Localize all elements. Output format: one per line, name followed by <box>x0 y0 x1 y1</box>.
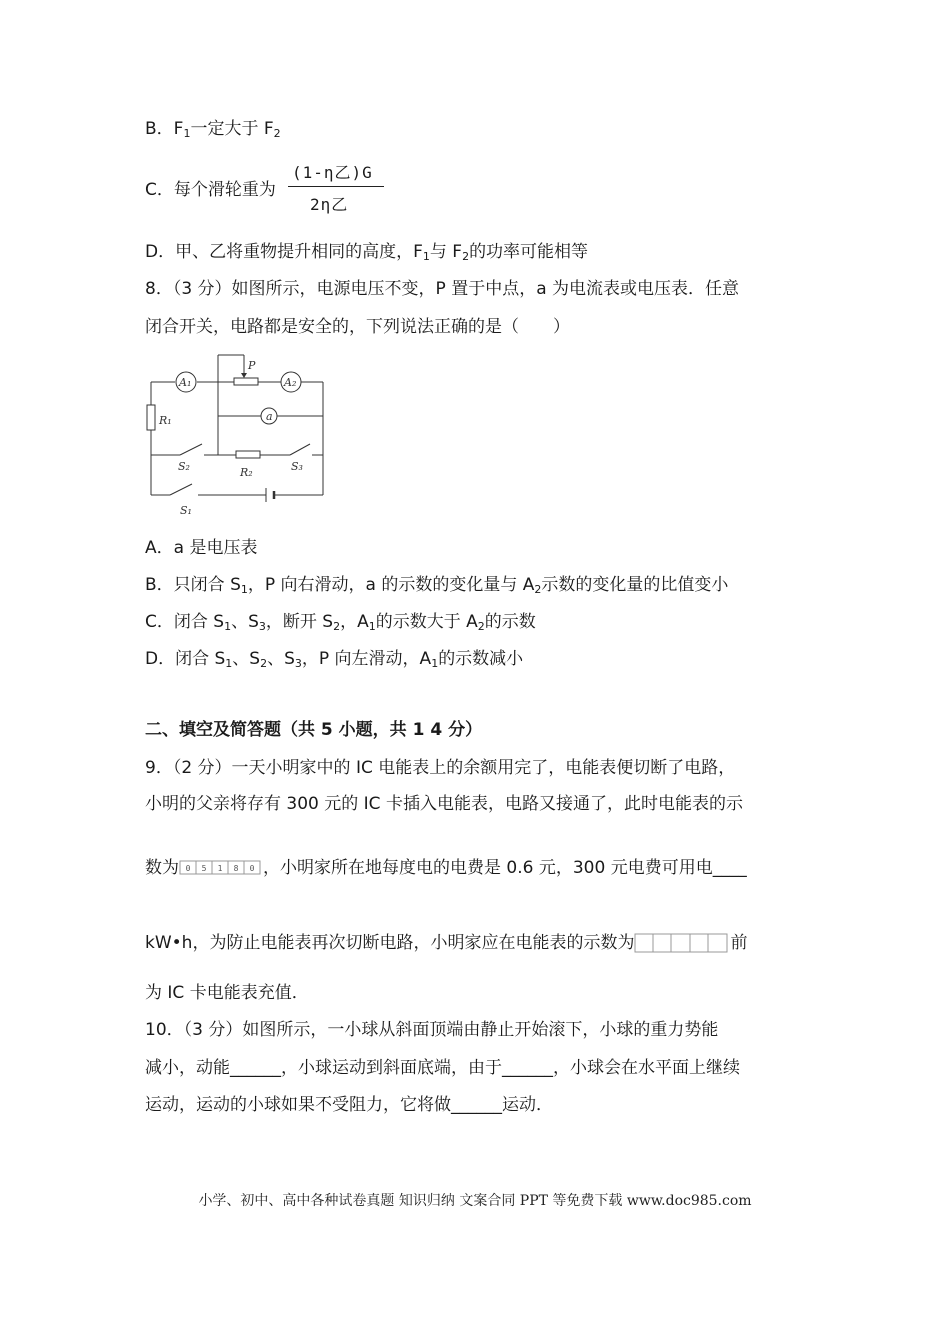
q8-option-b-text: 示数的变化量的比值变小 <box>541 575 729 595</box>
q8-option-d-text: 、S <box>267 649 295 669</box>
meter-reading-display <box>179 859 263 877</box>
subscript: 1 <box>183 127 191 140</box>
q9-text: 前 <box>730 933 748 953</box>
option-b-text: 一定大于 F <box>190 119 274 139</box>
subscript: 1 <box>422 250 430 263</box>
q8-option-a: A．a 是电压表 <box>145 538 258 558</box>
q10-line3: 运动，运动的小球如果不受阻力，它将做______运动． <box>145 1095 553 1115</box>
q8-option-d-text: 的示数减小 <box>438 649 524 669</box>
label-s3: S₃ <box>291 460 303 473</box>
option-c <box>145 178 276 202</box>
option-b <box>145 117 281 146</box>
q8-option-b-text: ，P 向右滑动，a 的示数的变化量与 A <box>247 575 535 595</box>
q9-line1: 9．（2 分）一天小明家中的 IC 电能表上的余额用完了，电能表便切断了电路， <box>145 758 736 778</box>
q8-option-c-text: 、S <box>231 612 259 632</box>
subscript: 1 <box>368 620 376 633</box>
empty-meter-boxes <box>634 932 730 954</box>
option-d-text: 的功率可能相等 <box>469 242 589 262</box>
q8-option-b <box>145 573 728 602</box>
subscript: 2 <box>273 127 281 140</box>
option-c-text: C．每个滑轮重为 <box>145 180 276 200</box>
option-b-text: B．F <box>145 119 184 139</box>
fraction-numerator: (1-η乙)G <box>292 163 373 182</box>
fraction-denominator: 2η乙 <box>310 195 349 214</box>
q8-option-c-text: ，A <box>340 612 369 632</box>
q9-line2: 小明的父亲将存有 300 元的 IC 卡插入电能表，电路又接通了，此时电能表的示 <box>145 794 743 814</box>
meter-digit: 0 <box>185 864 191 873</box>
label-a1: A₁ <box>179 376 192 389</box>
q9-text: ，小明家所在地每度电的电费是 0.6 元，300 元电费可用电____ <box>263 858 747 878</box>
page-footer: 小学、初中、高中各种试卷真题 知识归纳 文案合同 PPT 等免费下载 www.doc985.com <box>198 1193 752 1209</box>
label-r1: R₁ <box>159 414 172 427</box>
option-d-text: 与 F <box>429 242 463 262</box>
q8-option-c <box>145 610 536 639</box>
q9-text: 数为 <box>145 858 179 878</box>
q9-text: kW•h，为防止电能表再次切断电路，小明家应在电能表的示数为 <box>145 933 635 953</box>
subscript: 3 <box>294 657 302 670</box>
q10-line1: 10．（3 分）如图所示，一小球从斜面顶端由静止开始滚下，小球的重力势能 <box>145 1020 719 1040</box>
section-heading: 二、填空及简答题（共 5 小题，共 1 4 分） <box>145 720 483 740</box>
fraction-bar <box>288 186 384 187</box>
subscript: 2 <box>534 583 542 596</box>
q8-stem-line1: 8．（3 分）如图所示，电源电压不变，P 置于中点，a 为电流表或电压表．任意 <box>145 279 740 299</box>
label-a: a <box>266 410 273 423</box>
q8-option-c-text: 的示数 <box>484 612 536 632</box>
subscript: 2 <box>260 657 268 670</box>
label-p: P <box>248 359 256 372</box>
subscript: 1 <box>224 620 232 633</box>
q8-option-d <box>145 647 523 676</box>
subscript: 1 <box>240 583 248 596</box>
meter-digit: 5 <box>201 864 207 873</box>
meter-digit: 1 <box>217 864 223 873</box>
q9-line5: 为 IC 卡电能表充值． <box>145 983 309 1003</box>
subscript: 2 <box>462 250 470 263</box>
subscript: 2 <box>333 620 341 633</box>
q10-line2: 减小，动能______，小球运动到斜面底端，由于______，小球会在水平面上继续 <box>145 1058 740 1078</box>
q9-line3 <box>145 856 747 880</box>
subscript: 1 <box>431 657 439 670</box>
q8-stem-line2: 闭合开关，电路都是安全的，下列说法正确的是（ ） <box>145 317 570 337</box>
meter-digit: 0 <box>249 864 255 873</box>
subscript: 1 <box>225 657 233 670</box>
subscript: 2 <box>477 620 485 633</box>
q8-option-c-text: 的示数大于 A <box>375 612 478 632</box>
q8-option-c-text: C．闭合 S <box>145 612 225 632</box>
pulley-weight-fraction <box>288 156 388 218</box>
label-s2: S₂ <box>178 460 190 473</box>
label-s1: S₁ <box>180 504 192 517</box>
subscript: 3 <box>258 620 266 633</box>
meter-digit: 8 <box>233 864 239 873</box>
q8-option-d-text: D．闭合 S <box>145 649 226 669</box>
option-d-text: D．甲、乙将重物提升相同的高度，F <box>145 242 423 262</box>
circuit-diagram <box>140 350 340 520</box>
label-r2: R₂ <box>240 466 253 479</box>
q8-option-d-text: ，P 向左滑动，A <box>301 649 432 669</box>
q9-line4 <box>145 931 747 955</box>
option-d <box>145 240 588 269</box>
label-a2: A₂ <box>284 376 297 389</box>
q8-option-c-text: ，断开 S <box>265 612 334 632</box>
q8-option-b-text: B．只闭合 S <box>145 575 241 595</box>
q8-option-d-text: 、S <box>232 649 261 669</box>
